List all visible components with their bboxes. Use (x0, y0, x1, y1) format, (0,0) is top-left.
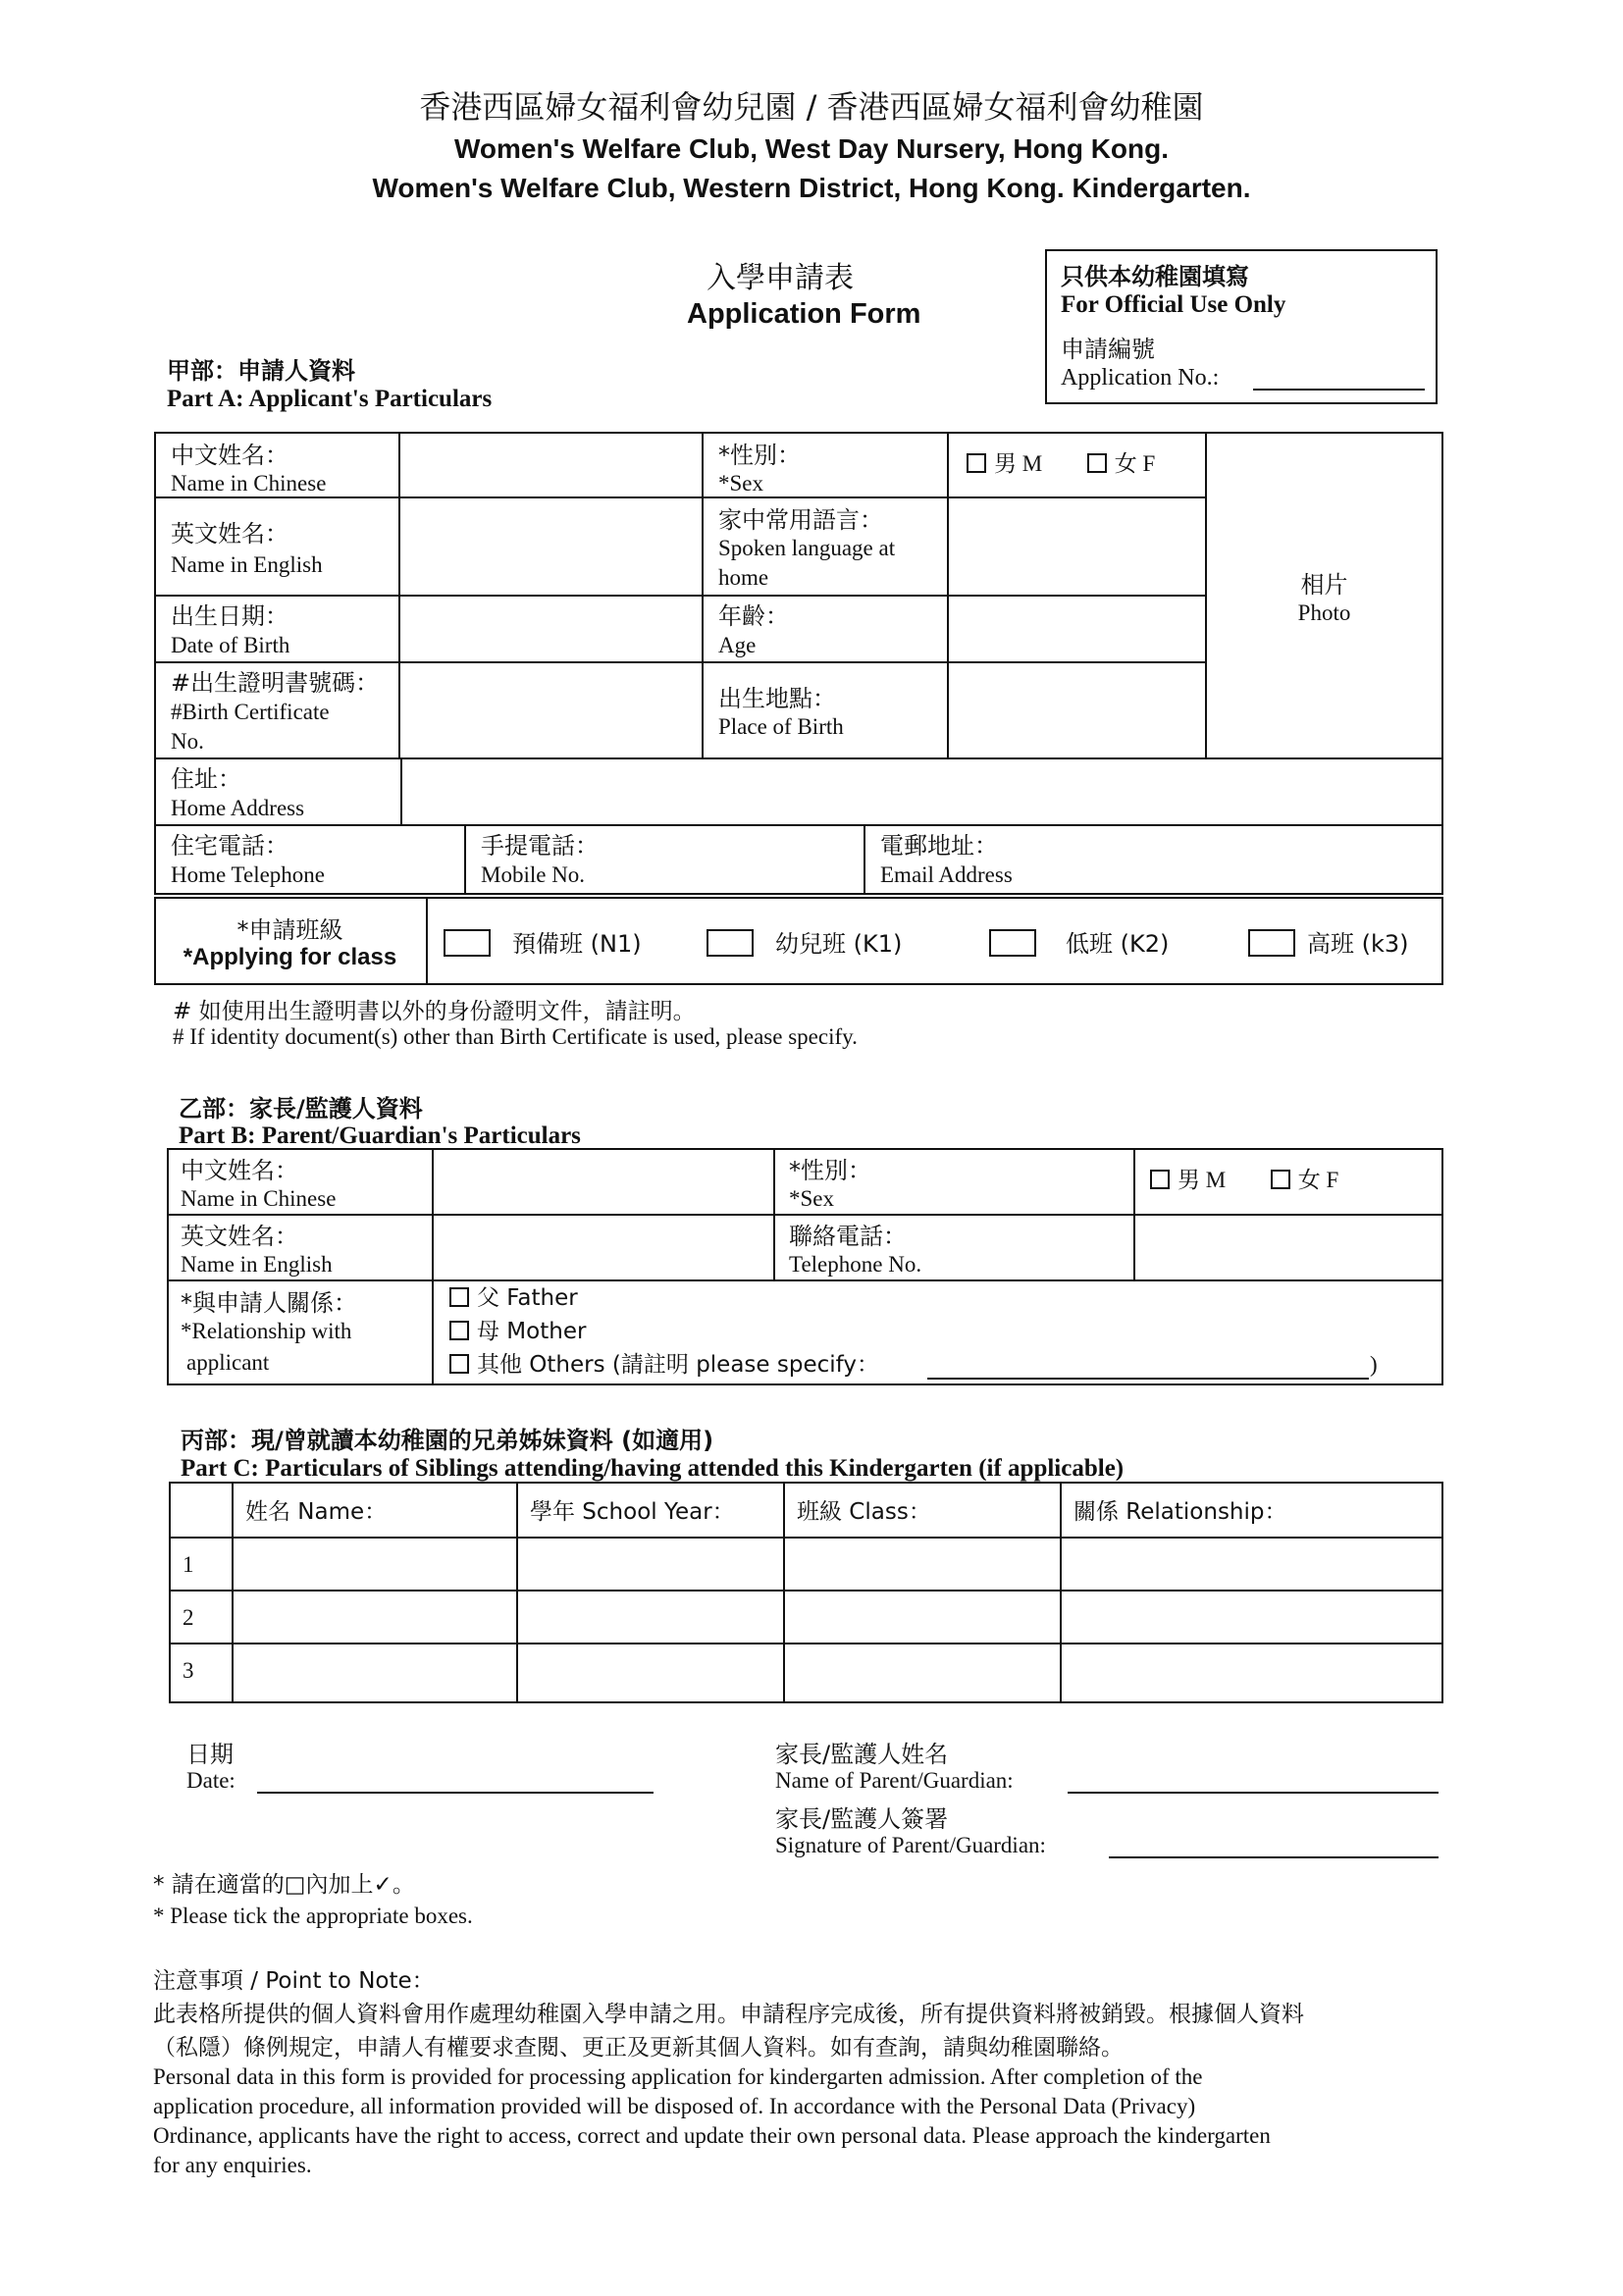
label-birth-cert-en-2: No. (171, 729, 204, 754)
sibling-col-relationship: 關係 Relationship： (1073, 1499, 1287, 1525)
notes-en-line-3: Ordinance, applicants have the right to access, correct and update their own personal data. Please approach the kindergarten (153, 2123, 1271, 2148)
class-k2-checkbox[interactable] (989, 929, 1036, 957)
birth-certificate-field[interactable] (402, 665, 699, 756)
parent-label-name-english-zh: 英文姓名： (181, 1223, 298, 1250)
signature-field[interactable] (1109, 1856, 1439, 1858)
female-label: 女 F (1114, 451, 1156, 476)
sibling-col-name: 姓名 Name： (245, 1499, 388, 1525)
age-field[interactable] (952, 599, 1201, 659)
date-label-zh: 日期 (186, 1741, 234, 1768)
label-name-chinese-zh: 中文姓名： (171, 442, 288, 469)
parent-label-tel-zh: 聯絡電話： (789, 1223, 907, 1250)
parent-female-checkbox[interactable] (1271, 1170, 1290, 1189)
part-b-heading-zh: 乙部：家長/監護人資料 (179, 1095, 423, 1122)
form-title-chinese: 入學申請表 (707, 261, 854, 295)
relationship-father-option (449, 1283, 578, 1313)
sibling-row-number: 3 (183, 1658, 194, 1683)
photo-label-zh: 相片 (1300, 571, 1348, 599)
part-c-heading-zh: 丙部：現/曾就讀本幼稚園的兄弟姊妹資料 (如適用) (181, 1427, 714, 1454)
notes-zh-line-1: 此表格所提供的個人資料會用作處理幼稚園入學申請之用。申請程序完成後，所有提供資料將被銷毀。根據個人資料 (153, 2002, 1304, 2027)
notes-zh-line-2: （私隱）條例規定，申請人有權要求查閱、更正及更新其個人資料。如有查詢，請與幼稚園聯絡。 (153, 2035, 1124, 2061)
applicant-chinese-name-field[interactable] (402, 436, 699, 495)
parent-name-label-en: Name of Parent/Guardian: (775, 1768, 1014, 1793)
spoken-language-field[interactable] (952, 500, 1201, 593)
school-name-english-1: Women's Welfare Club, West Day Nursery, Hong Kong. (453, 133, 1170, 164)
label-age-zh: 年齡： (718, 602, 789, 630)
signature-label-zh: 家長/監護人簽署 (775, 1805, 949, 1833)
label-address-zh: 住址： (171, 765, 241, 793)
sibling-row-number: 2 (183, 1605, 194, 1630)
relationship-mother-option (449, 1317, 586, 1346)
notes-heading: 注意事項 / Point to Note： (153, 1968, 435, 1994)
label-dob-en: Date of Birth (171, 633, 290, 657)
others-checkbox[interactable] (449, 1354, 469, 1374)
mother-label: 母 Mother (477, 1319, 587, 1344)
others-close-paren: ) (1370, 1352, 1378, 1377)
photo-area[interactable] (1207, 434, 1441, 756)
school-name-english-2: Women's Welfare Club, Western District, Hong Kong. Kindergarten. (372, 173, 1251, 203)
date-of-birth-field[interactable] (402, 599, 699, 659)
parent-male-checkbox[interactable] (1150, 1170, 1170, 1189)
form-title-english: Application Form (687, 298, 921, 330)
parent-english-name-field[interactable] (436, 1218, 769, 1277)
date-label-en: Date: (186, 1768, 236, 1793)
others-specify-field[interactable] (927, 1378, 1369, 1380)
label-sex-en: *Sex (718, 471, 763, 496)
label-name-english-en: Name in English (171, 552, 323, 577)
label-birth-cert-zh: #出生證明書號碼： (171, 669, 380, 697)
relationship-others-option (449, 1350, 879, 1380)
class-k1-checkbox[interactable] (707, 929, 754, 957)
notes-en-line-4: for any enquiries. (153, 2153, 312, 2177)
notes-en-line-2: application procedure, all information provided will be disposed of. In accordance with the Personal Data (Privacy) (153, 2094, 1196, 2118)
date-field[interactable] (257, 1792, 654, 1794)
sibling-col-class: 班級 Class： (797, 1499, 931, 1525)
label-birth-cert-en-1: #Birth Certificate (171, 700, 330, 724)
label-language-en-1: Spoken language at (718, 536, 896, 560)
parent-name-label-zh: 家長/監護人姓名 (775, 1741, 949, 1768)
label-name-english-zh: 英文姓名： (171, 520, 288, 548)
id-note-en: # If identity document(s) other than Birth Certificate is used, please specify. (173, 1024, 858, 1049)
tick-note-zh: * 請在適當的□內加上✓。 (153, 1872, 415, 1898)
photo-label-en: Photo (1297, 600, 1351, 625)
part-a-heading-en: Part A: Applicant's Particulars (167, 386, 493, 412)
class-k3-checkbox[interactable] (1248, 929, 1295, 957)
applicant-sex-options (967, 449, 1155, 479)
label-language-en-2: home (718, 565, 769, 590)
official-use-box (1045, 249, 1438, 404)
others-label: 其他 Others (請註明 please specify： (477, 1352, 879, 1378)
class-k3-label: 高班 (k3) (1307, 930, 1409, 958)
parent-female-label: 女 F (1297, 1168, 1339, 1192)
place-of-birth-field[interactable] (952, 665, 1201, 756)
parent-label-relationship-zh: *與申請人關係： (181, 1289, 357, 1317)
part-b-heading-en: Part B: Parent/Guardian's Particulars (179, 1122, 581, 1149)
label-class-en: *Applying for class (183, 944, 397, 970)
label-mobile-zh: 手提電話： (481, 832, 599, 860)
class-k1-label: 幼兒班 (K1) (775, 930, 903, 958)
label-language-zh: 家中常用語言： (718, 506, 883, 534)
official-use-label-en: For Official Use Only (1061, 291, 1286, 318)
parent-label-sex-en: *Sex (789, 1186, 834, 1211)
class-n1-checkbox[interactable] (444, 929, 491, 957)
label-dob-zh: 出生日期： (171, 602, 288, 630)
label-home-tel-en: Home Telephone (171, 862, 326, 887)
label-age-en: Age (718, 633, 757, 657)
sibling-col-school-year: 學年 School Year： (530, 1499, 735, 1525)
label-sex-zh: *性別： (718, 442, 801, 469)
parent-label-name-chinese-zh: 中文姓名： (181, 1157, 298, 1184)
signature-label-en: Signature of Parent/Guardian: (775, 1833, 1046, 1857)
sibling-row-number: 1 (183, 1552, 194, 1577)
mother-checkbox[interactable] (449, 1321, 469, 1340)
label-place-of-birth-en: Place of Birth (718, 714, 844, 739)
parent-label-relationship-en-1: *Relationship with (181, 1319, 352, 1343)
home-address-field[interactable] (404, 761, 1440, 822)
label-email-en: Email Address (880, 862, 1013, 887)
class-k2-label: 低班 (K2) (1066, 930, 1170, 958)
parent-label-tel-en: Telephone No. (789, 1252, 922, 1277)
school-name-chinese: 香港西區婦女福利會幼兒園 / 香港西區婦女福利會幼稚園 (419, 88, 1204, 126)
label-address-en: Home Address (171, 796, 305, 820)
id-note-zh: # 如使用出生證明書以外的身份證明文件，請註明。 (173, 999, 696, 1024)
parent-male-label: 男 M (1178, 1168, 1227, 1192)
parent-sex-options (1150, 1166, 1338, 1195)
parent-telephone-field[interactable] (1138, 1218, 1439, 1277)
father-label: 父 Father (477, 1285, 578, 1311)
parent-chinese-name-field[interactable] (436, 1152, 769, 1211)
male-checkbox[interactable] (967, 453, 986, 473)
application-no-field[interactable] (1253, 389, 1425, 391)
application-no-label-en: Application No.: (1061, 365, 1220, 391)
parent-label-name-chinese-en: Name in Chinese (181, 1186, 337, 1211)
father-checkbox[interactable] (449, 1287, 469, 1307)
parent-label-sex-zh: *性別： (789, 1157, 871, 1184)
application-no-label-zh: 申請編號 (1061, 336, 1155, 363)
label-class-zh: *申請班級 (236, 916, 343, 944)
tick-note-en: * Please tick the appropriate boxes. (153, 1904, 473, 1928)
applicant-english-name-field[interactable] (402, 500, 699, 593)
parent-label-relationship-en-2: applicant (186, 1350, 270, 1375)
parent-label-name-english-en: Name in English (181, 1252, 333, 1277)
male-label: 男 M (994, 451, 1043, 476)
part-c-heading-en: Part C: Particulars of Siblings attending/having attended this Kindergarten (if applicable) (181, 1455, 1125, 1482)
label-home-tel-zh: 住宅電話： (171, 832, 288, 860)
label-name-chinese-en: Name in Chinese (171, 471, 327, 496)
notes-en-line-1: Personal data in this form is provided for processing application for kindergarten admission. After completion of the (153, 2064, 1203, 2089)
part-a-heading-zh: 甲部：申請人資料 (167, 357, 355, 385)
parent-name-field[interactable] (1068, 1792, 1439, 1794)
female-checkbox[interactable] (1087, 453, 1107, 473)
class-n1-label: 預備班 (N1) (512, 930, 642, 958)
label-place-of-birth-zh: 出生地點： (718, 685, 836, 712)
official-use-label-zh: 只供本幼稚園填寫 (1061, 263, 1249, 290)
label-mobile-en: Mobile No. (481, 862, 586, 887)
label-email-zh: 電郵地址： (880, 832, 998, 860)
